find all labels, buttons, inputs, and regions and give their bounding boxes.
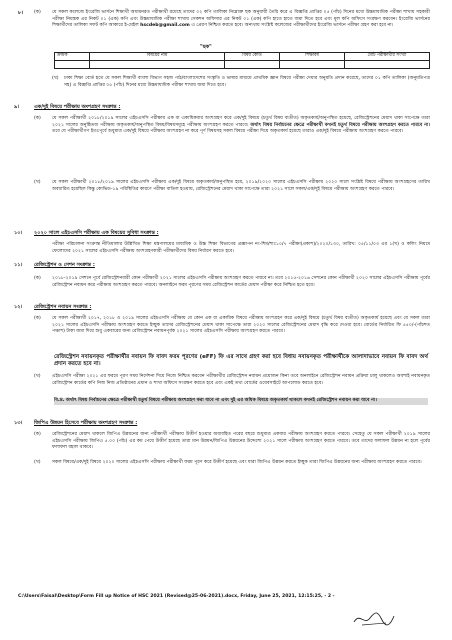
section-9b-label: (খ): [34, 180, 41, 185]
section-9-number: ৯।: [14, 104, 20, 110]
section-8b-text: ঢাকা শিক্ষা বোর্ড হতে যে সকল শিক্ষার্থী বাংলা বিভাগ সহজ পাঠ/বাংলাদেশের সংস্কৃতি ও ভাষার মাধ্যমে প্রাথমিক জ্ঞান বিষয়ে পরীক্ষা দেয়ার অনুমতি প্রদান করেছে, তাদের ০১ কপি তালিকা (অনুমতিপত্র সহ) এ বিজ্ঞপ্তি প্রাপ্তির ০৫ (পাঁচ) দিনের মধ্যে উচ্চমাধ্যমিক পরীক্ষা শাখায় জমা দিতে হবে।: [64, 76, 430, 88]
table-empty-cell: [90, 61, 225, 69]
section-9b-text: যে সকল পরীক্ষার্থী ২০১৮/২০১৯ সালের এইচএসসি পরীক্ষায় এক/দুই বিষয়ে অকৃতকার্য/অনুপস্থিত হয়ে, ২০১৯/২০২০ সালের এইচএসসি পরীক্ষায় ২০২০ সালে সংশ্লিষ্ট বিষয়ে পরীক্ষায় অংশগ্রহণের তারিখ অবধারিত হয়েছিল কিন্তু কোভিড-১৯ পরিস্থিতির কারণে পরীক্ষা বাতিল হওয়ায়, রেজিস্ট্রেশনের মেয়াদ থাকা সাপেক্ষে তারা ২০২১ সালে সকল/এক/দুই বিষয়ে পরীক্ষায় অংশগ্রহণ করতে পারবে।: [52, 180, 430, 192]
table-header-session: শিক্ষাবর্ষ: [280, 53, 345, 61]
section-9a-body-2: তবে যে পরীক্ষার্থীগণ ইতঃপূর্বে শুধুমাত্র এক/দুই বিষয়ে পরীক্ষায় অংশগ্রহণ না করে পূর্ণ বিষয়সহ সকল বিষয়ে পরীক্ষা দিয়ে অকৃতকার্য হয়েছে তারাও এক/দুই বিষয়ে পরীক্ষায় অংশগ্রহণ করতে পারবে।: [52, 129, 404, 135]
section-13-heading: জিপিএ উন্নয়ন হিসেবে পরীক্ষায় অংশগ্রহণ সংক্রান্ত :: [34, 420, 138, 426]
section-12b-text: এইচএসসি পরীক্ষা ২০২১ এর ফরমে পূরণ সময় নির্দেশনা দিয়ে নিজে নিশ্চিত করবেন পরীক্ষার্থীর রেজিস্ট্রেশন নবায়ন প্রয়োজন কিনা তবে অনলাইনে রেজিস্ট্রেশন নবায়ন প্রক্রিয়া চালু থাকলেও অবশ্যই নবায়নকৃত রেজিস্ট্রেশন কার্ডের কপি নিজ নিজ প্রতিষ্ঠানের প্রধান ও শাখা অফিসে সংরক্ষণ করতে হবে এবং একই তথ্য বোর্ডের ওয়েবসাইটে আপলোড করতে হবে।: [52, 374, 430, 386]
section-12a-label: (ক): [34, 316, 41, 321]
section-12a-text: যে সকল পরীক্ষার্থী ২০১৭, ২০১৮ ও ২০১৯ সালের এইচএসসি পরীক্ষায় যে কোন এক বা একাধিক বিষয়ে পরীক্ষায় অংশগ্রহণ করে এক/দুই বিষয়ে (চতুর্থ বিষয় ব্যতীত) অকৃতকার্য হয়েছে এবং যে সকল তারা ২০২১ সালের এইচএসসি পরীক্ষায় অংশগ্রহণ করতে ইচ্ছুক তাদের রেজিস্ট্রেশনের মেয়াদ থাকা সাপেক্ষে তারা ২০২০ সালের রেজিস্ট্রেশনের মেয়াদ বৃদ্ধি করে দেওয়া হবে। বোর্ডের নির্ধারিত ফি ৫৫০/-(পাঁচশত পঞ্চাশ) টাকা জমা দিয়ে শুধু একবারের জন্য রেজিস্ট্রেশন নবায়নপূর্বক ২০২১ সালের এইচএসসি পরীক্ষায় অংশগ্রহণ করতে পারবে।: [52, 316, 430, 335]
section-11a-label: (ক): [34, 276, 41, 281]
table-empty-cell: [280, 61, 345, 69]
table-empty-cell: [345, 61, 430, 69]
table-empty-cell: [55, 61, 90, 69]
section-8b-label: (খ): [52, 76, 59, 81]
section-13-number: ১৩।: [14, 420, 23, 426]
section-8a-label: (ক): [34, 10, 41, 15]
section-12-heading: রেজিস্ট্রেশন নবায়ন সংক্রান্ত :: [34, 304, 92, 310]
section-13b-text: সকল বিষয়ে/এক/দুই বিষয়ে ২০২০ সালের এইচএসসি পরীক্ষায় পরীক্ষার্থী ফরম পূরণ করে উত্তীর্ণ হয়েছে এবং যারা জিপিএ উন্নয়ন করতে ইচ্ছুক তারা জিপিএ উন্নয়নের জন্য পরীক্ষায় অংশগ্রহণ করতে পারবে।: [52, 460, 422, 465]
section-13a-text: রেজিস্ট্রেশনের মেয়াদ থাকলে জিপিএ উন্নয়নের জন্য পরীক্ষার্থী পরীক্ষায় উত্তীর্ণ হওয়ার অব্যবহিত পরের বছরে শুধুমাত্র একবার পরীক্ষায় অংশগ্রহণ করতে পারবে। সেহেতু যে সকল পরীক্ষার্থী ২০১৯ সালের এইচএসসি পরীক্ষায় জিপিএ ৫.০০ (পাঁচ) এর কম পেয়ে উত্তীর্ণ হয়েছে তারা মান উন্নয়ন/জিপিএ উন্নয়নের উদ্দেশ্যে ২০২১ সালে পরীক্ষায় অংশগ্রহণ করতে পারবে। তবে তাদের ফলাফল উন্নয়ন না হলে পূর্বের ফলাফল বহাল থাকবে।: [52, 432, 430, 451]
section-10-heading: ২০২০ সালে এইচএসসি পরীক্ষায় এক বিষয়ের সুবিধা সংক্রান্ত :: [34, 230, 159, 236]
section-13b-label: (খ): [34, 460, 41, 465]
section-12-note: [54, 398, 428, 405]
table-header-serial: ক্রমিক: [55, 53, 90, 61]
section-8a-body-2: এ প্রেরণ নিশ্চিত করতে হবে। অন্যথায় সংশ্লিষ্ট কলেজের পরীক্ষার্থীদের ইংরেজি ভার্সনে পরীক্ষা গ্রহণ করা হবে না।: [191, 23, 394, 29]
section-8-number: ৮।: [18, 10, 24, 16]
section-11-number: ১১।: [14, 262, 23, 268]
document-footer-path: C:\Users\Faisal\Desktop\Form Fill up Notice of HSC 2021 (Revised@25-06-2021).docx, Friday, June 25, 2021, 12:15:25, - 2 -: [18, 594, 335, 599]
section-8a-text: [52, 10, 430, 30]
table-header-subject-name: বিষয়ের নাম: [90, 53, 225, 61]
english-version-form-table: [54, 52, 430, 69]
section-12-number: ১২।: [14, 304, 23, 310]
section-9a-bold: অর্থাৎ বিষয় নির্বাচনের ক্ষেত্রে পরীক্ষার্থী কখনই চতুর্থ বিষয়ে পরীক্ষায় অংশগ্রহণ করতে পারবে না।: [250, 122, 430, 128]
signature-scribble: [352, 608, 396, 630]
board-email-link[interactable]: hscdeb@gmail.com: [140, 23, 190, 29]
renewal-fee-notice: রেজিস্ট্রেশন নবায়নকৃত পরীক্ষার্থীর নবায়ন ফি বাবদ ফরম পূরণের (eFF) ফি এর সাথে গ্রহণ করা হবে বিধায় নবায়নকৃত পরীক্ষার্থীকে আলাদাভাবে নবায়ন ফি বাবদ অর্থ প্রদান করতে হবে না।: [54, 354, 428, 368]
section-12b-label: (খ): [34, 374, 41, 379]
section-12-note-text: অর্থাৎ বিষয় নির্বাচনের ক্ষেত্রে পরীক্ষার্থী চতুর্থ বিষয়ে পরীক্ষায় অংশগ্রহণ করা যাবে না এবং দুই এর অধিক বিষয়ে অকৃতকার্য থাকলে কখনই রেজিস্ট্রেশন নবায়ন করা যাবে না।: [65, 398, 377, 403]
section-9a-label: (ক): [34, 116, 41, 121]
section-10-number: ১০।: [14, 230, 23, 236]
table-empty-cell: [225, 61, 280, 69]
section-9-heading: এক/দুই বিষয়ে পরীক্ষায় অংশগ্রহণ সংক্রান্ত :: [34, 104, 121, 110]
section-10-text: পরীক্ষা পরিচালনা সংক্রান্ত নীতিমালার উল্লিখিত শিক্ষা মন্ত্রণালয়ের মাধ্যমিক ও উচ্চ শিক্ষা বিভাগের প্রজ্ঞাপন নং-শিম/শাঃ১০/৭ পরীক্ষা(প্রকাশ)/২০২০/১৩০, তারিখ: ০৫/১১/০৩ এর ১(খ) ও কলিং নিয়মে ফেলোদের ২০২১ সালের এইচএসসি পরীক্ষায় অংশগ্রহণকারী পরীক্ষার্থীদের বিষয় নির্ধারণ করতে হবে।: [52, 242, 430, 254]
section-11a-text: ২০১৮-২০১৯ সেশনে পূর্বে রেজিস্ট্রেশনধারী কোন পরীক্ষার্থী ২০২১ সালের এইচএসসি পরীক্ষায় অংশগ্রহণ করতে পারবে না। তবে ২০১৫-২০১৬ সেশনের কোন পরীক্ষার্থী ২০২০ সালের এইচএসসি পরীক্ষায় পূর্বের রেজিস্ট্রেশন নবায়ন করে পরীক্ষায় অংশগ্রহণ করতে পারবে। অনলাইনে ফরম পূরণের সময় রেজিস্ট্রেশন কার্ডের মেয়াদ পরীক্ষা করে নিশ্চিত হতে হবে।: [52, 276, 430, 288]
section-8a-body: যে সকল কলেজে ইংরেজি ভার্সনে শিক্ষার্থী অধ্যয়নরত পরীক্ষার্থী রয়েছে তাদের ০২ কপি তালিকা নিম্নোক্ত ছক অনুযায়ী তৈরি করে এ বিজ্ঞপ্তি প্রাপ্তির ০৫ (পাঁচ) দিনের মধ্যে উচ্চমাধ্যমিক পরীক্ষা শাখায় সহকারী পরীক্ষা নিয়ন্ত্রক এর নিকট ০১ (এক) কপি এবং উচ্চমাধ্যমিক পরীক্ষা শাখায় সেকশন অফিসার এর নিকট ০১ (এক) কপি হাতে হাতে জমা দিতে হবে এবং মূল কপি অফিসে সংরক্ষণ করবেন। ইংরেজি ভার্সনের শিক্ষার্থীদের তালিকা সফট কপি আকারে ই-মেইল: [52, 10, 430, 29]
section-11-heading: রেজিস্ট্রেশন ও সেশন সংক্রান্ত :: [34, 262, 95, 268]
table-header-total-examinees: মোট পরীক্ষার্থীর সংখ্যা: [345, 53, 430, 61]
table-header-subject-code: বিষয় কোড: [225, 53, 280, 61]
section-9a-body: যে সকল পরীক্ষার্থী ২০১৮/২০১৯ সালের এইচএসসি পরীক্ষায় এক বা একাধিকবার অংশগ্রহণ করে এক/দুই বিষয়ে (চতুর্থ বিষয় ব্যতীত) অকৃতকার্য/অনুপস্থিত হয়েছে, রেজিস্ট্রেশনের মেয়াদ থাকা সাপেক্ষে তারা ২০২১ সালের অনুষ্ঠিতব্য পরীক্ষায় অকৃতকার্য/অনুপস্থিত বিষয়/বিষয়সমূহে পরীক্ষায় অংশগ্রহণ করতে পারবে।: [52, 116, 430, 128]
section-12-note-label: বি.দ্র.: [54, 398, 65, 403]
section-13a-label: (ক): [34, 432, 41, 437]
table-title: "ছক": [200, 44, 212, 50]
section-9a-text: [52, 116, 430, 136]
